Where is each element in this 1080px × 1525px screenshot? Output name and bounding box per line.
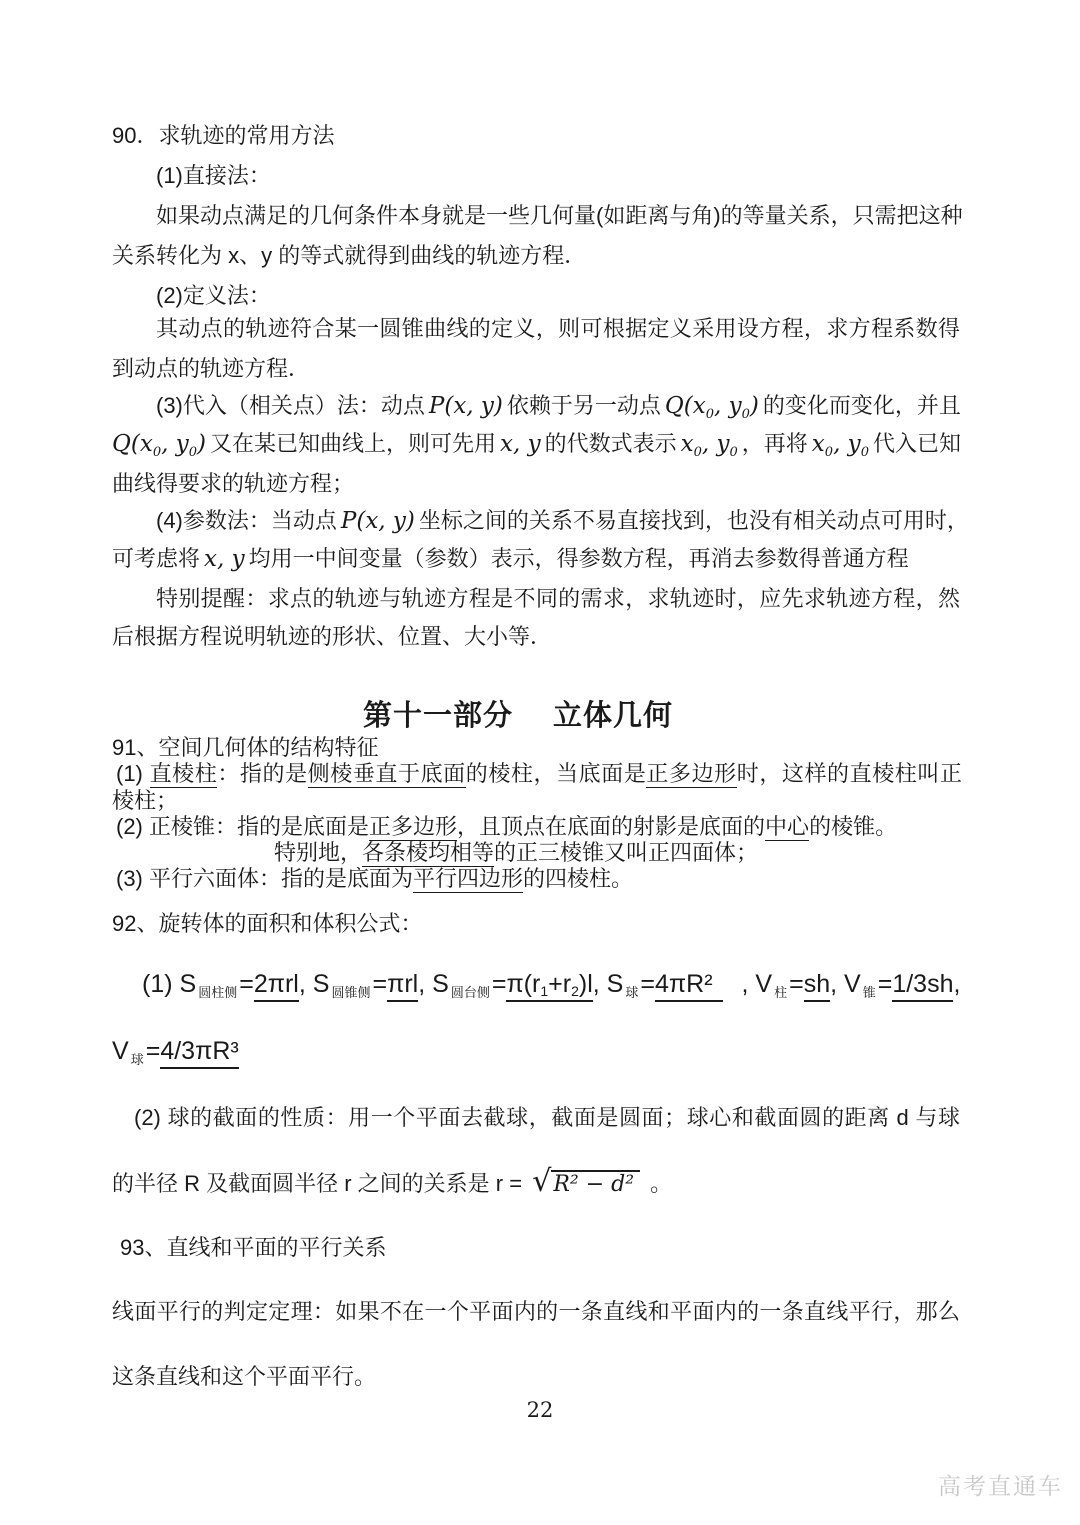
part11-heading-right: 立体几何 [553, 700, 674, 732]
equals-sign: = [789, 970, 804, 998]
watermark: 高考直通车 [938, 1473, 1063, 1499]
symbol-S: S [179, 970, 197, 998]
sec93-line2: 这条直线和这个平面平行。 [112, 1364, 377, 1389]
text-run: (4)参数法：当动点 [156, 508, 337, 533]
sec92-title: 92、旋转体的面积和体积公式： [112, 911, 423, 936]
subscript-prism: 柱 [774, 985, 788, 1000]
text-run: 依赖于另一动点 [506, 393, 661, 418]
sec92-item2-line2 [112, 1162, 672, 1201]
page-number: 22 [526, 1398, 554, 1422]
sec90-method2-line1: 其动点的轨迹符合某一圆锥曲线的定义，则可根据定义采用设方程，求方程系数得 [156, 316, 960, 341]
math-point-Q: $Q(x_0$, $y_0$) [112, 431, 206, 460]
equals-sign: = [372, 970, 388, 998]
text-run: ，再将 [741, 431, 808, 456]
comma: , [734, 970, 756, 998]
sec90-method1-line2: 关系转化为 x、y 的等式就得到曲线的轨迹方程． [112, 243, 587, 268]
subscript-cone-side: 圆锥侧 [331, 985, 371, 1000]
formula-value: 4πR² [655, 970, 723, 1002]
subscript-sphere: 球 [130, 1052, 144, 1067]
math-point-P: P(x, y) [340, 508, 415, 534]
sec90-method2-head: (2)定义法： [156, 283, 271, 308]
symbol-V: V [844, 970, 861, 998]
text-run: 的四棱柱。 [523, 866, 634, 891]
text-run: ：指的是 [217, 761, 308, 786]
underlined-term: 各条棱均相等 [362, 840, 495, 865]
text-run: 代入已知 [872, 431, 961, 456]
comma: , [592, 970, 607, 998]
sec90-method4-line2 [112, 545, 909, 575]
math-xy: x, y [204, 546, 245, 572]
underlined-term: 正多边形 [369, 814, 458, 839]
math-x0y0: $x_0$, $y_0$ [680, 431, 738, 460]
formula-value: πrl [387, 970, 418, 1002]
sec90-method4-line1 [156, 507, 969, 537]
sec91-item1-line1 [116, 761, 962, 787]
formula-value: $\pi(r_1+r_2)l$ [506, 970, 592, 1002]
sec90-method3-line1 [156, 392, 960, 422]
sec91-title: 91、空间几何体的结构特征 [112, 735, 379, 760]
underlined-term: 侧棱垂直于底面 [307, 761, 466, 786]
equals-sign: = [877, 970, 893, 998]
symbol-S: S [312, 970, 330, 998]
subscript-frustum-side: 圆台侧 [450, 985, 490, 1000]
sec92-formula-line1 [142, 968, 960, 1002]
text-run: 可考虑将 [112, 546, 201, 571]
text-run: (3) 平行六面体：指的是底面为 [116, 866, 414, 891]
math-xy: x, y [500, 431, 541, 457]
part11-heading-left: 第十一部分 [363, 700, 514, 732]
sec91-item2-line1 [116, 814, 897, 840]
underlined-term: 直棱柱 [149, 761, 218, 786]
sec90-title: 90．求轨迹的常用方法 [112, 123, 335, 148]
formula-value: 1/3sh [892, 970, 953, 1002]
underlined-term: 正多边形 [646, 761, 737, 786]
symbol-S: S [432, 970, 449, 998]
part11-heading [363, 698, 673, 736]
equals-sign: = [239, 970, 254, 998]
symbol-V: V [755, 970, 773, 998]
text-run: (1) [116, 761, 150, 786]
text-run: (2) 正棱锥：指的是底面是 [116, 814, 370, 839]
formula-value: sh [804, 970, 830, 1002]
sec93-title: 93、直线和平面的平行关系 [120, 1235, 387, 1260]
math-point-Q: $Q(x_0$, $y_0$) [664, 393, 759, 422]
subscript-sphere: 球 [625, 985, 639, 1000]
subscript-cylinder-side: 圆柱侧 [198, 985, 238, 1000]
comma: , [953, 970, 961, 998]
sec90-tip-line2: 后根据方程说明轨迹的形状、位置、大小等． [112, 624, 553, 649]
formula-value: 4/3πR³ [160, 1037, 238, 1069]
equals-sign: = [145, 1037, 161, 1065]
text-run: 的棱柱，当底面是 [465, 761, 647, 786]
sec92-item2-line1: (2) 球的截面的性质：用一个平面去截球，截面是圆面；球心和截面圆的距离 d 与球 [134, 1105, 960, 1130]
underlined-term: 中心 [765, 814, 810, 839]
sec90-method3-line3: 曲线得要求的轨迹方程； [112, 471, 355, 496]
text-run: 坐标之间的关系不易直接找到，也没有相关动点可用时， [418, 508, 969, 533]
text-run: 的代数式表示 [544, 431, 677, 456]
symbol-S: S [606, 970, 624, 998]
equals-sign: = [640, 970, 655, 998]
subscript-cone: 锥 [862, 985, 876, 1000]
sec90-method3-line2 [112, 430, 960, 460]
comma: , [418, 970, 433, 998]
radical-sign: √ [532, 1164, 552, 1199]
math-sqrt-expression [532, 1164, 640, 1199]
text-run: 又在某已知曲线上，则可先用 [209, 431, 496, 456]
math-x0y0: $x_0$, $y_0$ [811, 431, 869, 460]
text-run: 的正三棱锥又叫正四面体； [494, 840, 759, 865]
sec93-line1: 线面平行的判定定理：如果不在一个平面内的一条直线和平面内的一条直线平行，那么 [112, 1299, 960, 1324]
text-run: (3)代入（相关点）法：动点 [156, 393, 425, 418]
text-run: 时，这样的直棱柱叫正 [736, 761, 962, 786]
comma: , [830, 970, 844, 998]
sec91-item2-note [274, 840, 758, 866]
sec91-item1-line2: 棱柱； [112, 788, 179, 813]
text-run: 的棱锥。 [809, 814, 898, 839]
formula-value: 2πrl [254, 970, 299, 1002]
text-run: ，且顶点在底面的射影是底面的 [457, 814, 766, 839]
comma: , [298, 970, 313, 998]
text-run: 。 [650, 1171, 673, 1196]
math-point-P: P(x, y) [428, 393, 503, 419]
underlined-term: 平行四边形 [413, 866, 524, 891]
sec92-formula-line2 [112, 1035, 239, 1069]
radicand: R² − d² [551, 1170, 640, 1197]
sec90-method2-line2: 到动点的轨迹方程． [112, 356, 311, 381]
text-run: 的变化而变化，并且 [762, 393, 961, 418]
sec90-method1-line1: 如果动点满足的几何条件本身就是一些几何量(如距离与角)的等量关系，只需把这种 [156, 203, 963, 228]
sec90-tip-line1: 特别提醒：求点的轨迹与轨迹方程是不同的需求，求轨迹时，应先求轨迹方程，然 [156, 586, 960, 611]
text-run: 特别地， [274, 840, 363, 865]
equals-sign: = [491, 970, 507, 998]
text-run: 均用一中间变量（参数）表示，得参数方程，再消去参数得普通方程 [248, 546, 909, 571]
text-run: (1) [142, 970, 180, 998]
sec90-method1-head: (1)直接法： [156, 163, 271, 188]
sec91-item3-line [116, 866, 633, 892]
text-run: 的半径 R 及截面圆半径 r 之间的关系是 r = [112, 1171, 523, 1196]
symbol-V: V [112, 1037, 129, 1065]
